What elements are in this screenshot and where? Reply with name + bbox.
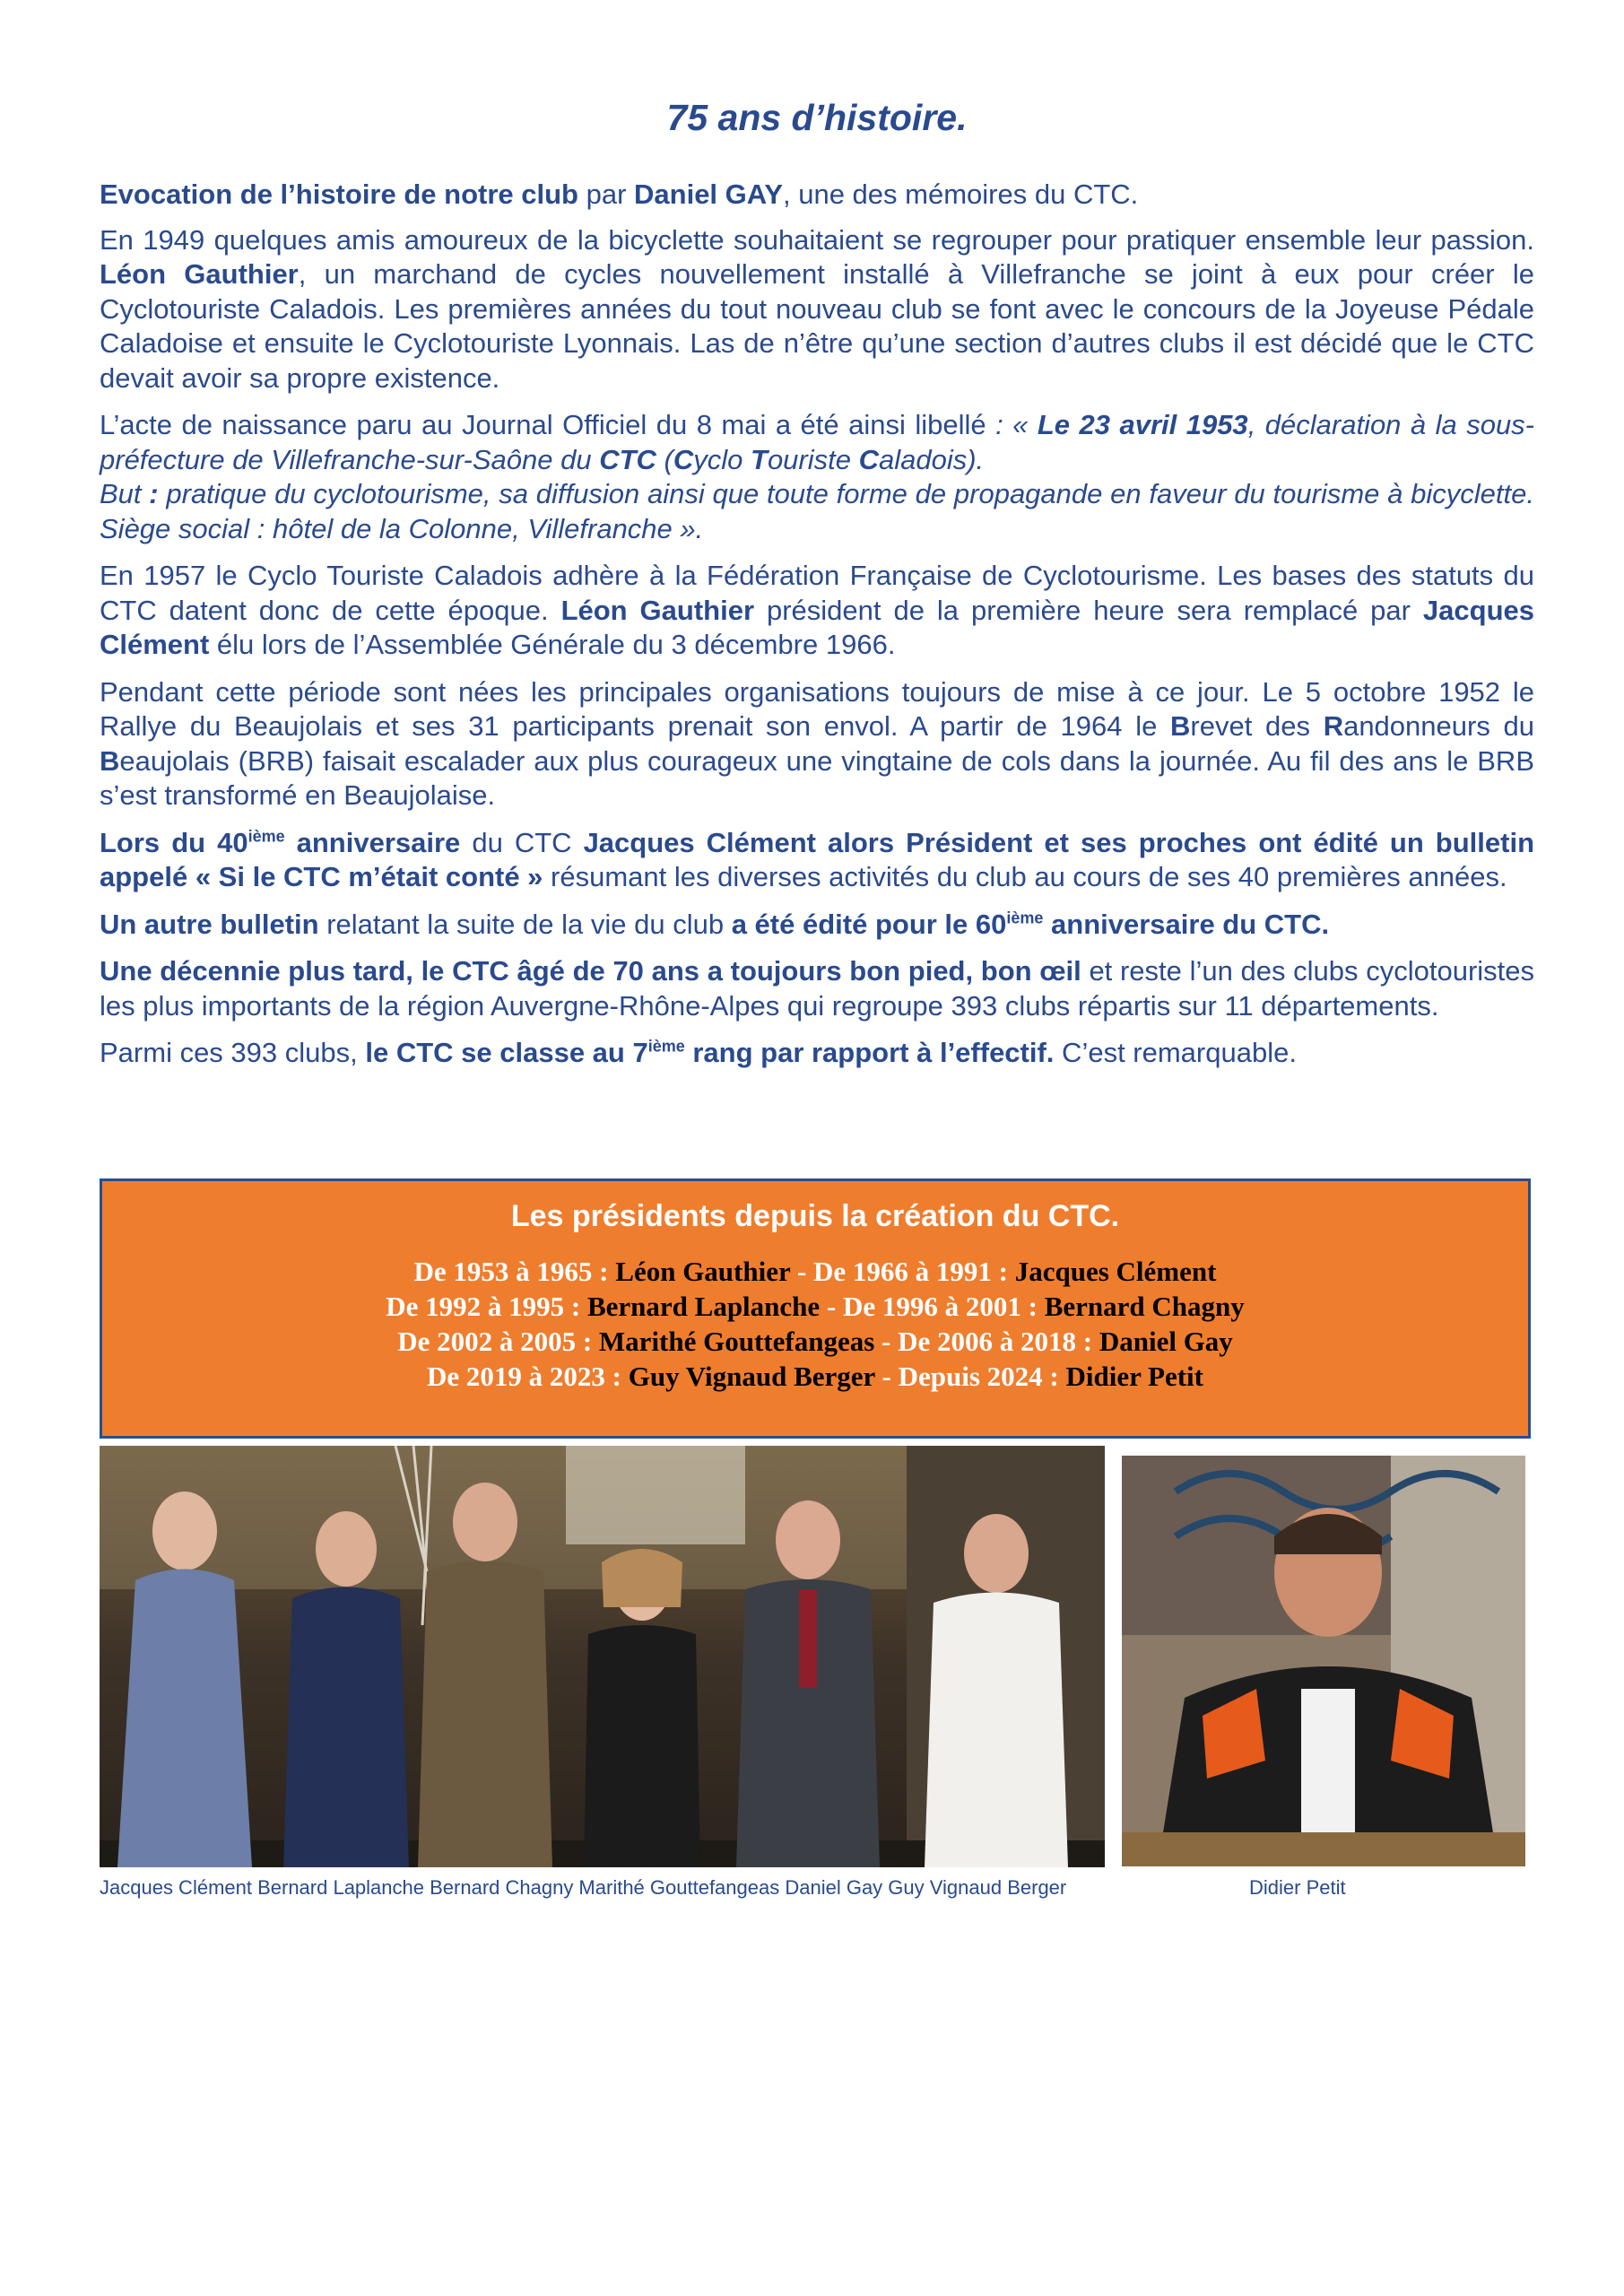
text-run: En 1949 quelques amis amoureux de la bicyclette souhaitaient se regrouper pour pratiquer ensemble leur passion. [100, 223, 1534, 256]
text-run: , une des mémoires du CTC. [783, 178, 1139, 210]
text-run: anniversaire du CTC. [1043, 908, 1330, 940]
paragraph [100, 826, 1534, 895]
paragraph [100, 559, 1534, 663]
text-run: Parmi ces 393 clubs, [100, 1037, 366, 1068]
text-run: R [1323, 710, 1344, 742]
group-photo [100, 1446, 1105, 1867]
text-run: ième [1006, 909, 1044, 927]
text-run: Evocation de l’histoire de notre club [100, 178, 578, 210]
text-run: ( [656, 443, 673, 475]
text-run: : « [986, 409, 1038, 440]
president-name: Léon Gauthier [615, 1256, 791, 1287]
term-dates: De 1992 à 1995 : [386, 1291, 587, 1322]
term-dates: - Depuis 2024 : [874, 1361, 1066, 1392]
text-run: C [673, 443, 694, 475]
term-dates: - De 1966 à 1991 : [790, 1256, 1015, 1287]
text-run: ième [248, 827, 285, 846]
portrait-photo [1122, 1456, 1525, 1866]
text-run: ième [647, 1037, 685, 1056]
text-run: revet des [1190, 710, 1324, 742]
president-line [102, 1289, 1528, 1324]
text-run: T [751, 443, 768, 475]
paragraph [100, 954, 1534, 1023]
paragraph [100, 908, 1534, 943]
text-run: yclo [693, 443, 751, 475]
president-name: Jacques Clément [1014, 1256, 1217, 1287]
text-run: B [100, 744, 120, 777]
presidents-box-title: Les présidents depuis la création du CTC. [510, 1199, 1120, 1233]
president-line [102, 1359, 1528, 1394]
text-run: C [858, 443, 879, 475]
term-dates: De 2019 à 2023 : [427, 1361, 629, 1392]
text-run: : [149, 478, 159, 509]
group-photo-caption: Jacques Clément Bernard Laplanche Bernard Chagny Marithé Gouttefangeas Daniel Gay Guy Vignaud Berger [100, 1876, 1067, 1899]
text-run: C’est remarquable. [1054, 1037, 1297, 1068]
president-line [102, 1324, 1528, 1359]
paragraph [100, 675, 1534, 813]
text-run: aladois). [879, 443, 985, 475]
president-name: Guy Vignaud Berger [628, 1361, 875, 1392]
text-run: andonneurs du [1343, 710, 1534, 742]
term-dates: - De 1996 à 2001 : [820, 1291, 1045, 1322]
text-run: rang par rapport à l’effectif. [684, 1037, 1055, 1068]
text-run: eaujolais (BRB) faisait escalader aux plus courageux une vingtaine de cols dans la journée. Au fil des ans le BRB s’est transformé en Beaujolaise. [100, 744, 1534, 811]
paragraph [100, 1036, 1534, 1071]
text-run: L’acte de naissance paru au Journal Officiel du 8 mai a été ainsi libellé [100, 409, 986, 440]
text-run: Léon Gauthier [100, 258, 299, 290]
presidents-box [100, 1178, 1531, 1439]
term-dates: De 2002 à 2005 : [397, 1326, 599, 1357]
text-run: , un marchand de cycles nouvellement installé à Villefranche se joint à eux pour créer le Cyclotouriste Caladois. Les premières années du tout nouveau club se font avec le concours de la Joyeuse Pédale Caladoise et ensuite le Cyclotouriste Lyonnais. Las de n’être qu’une section d’autres clubs il est décidé que le CTC devait avoir sa propre existence. [100, 258, 1534, 394]
text-run: En 1957 le Cyclo Touriste Caladois adhère à la Fédération Française de Cyclotourisme. Les bases des statuts du CTC datent donc de cette époque. [100, 560, 1534, 626]
president-name: Bernard Chagny [1044, 1291, 1245, 1322]
text-run: relatant la suite de la vie du club [318, 908, 732, 940]
text-run: pratique du cyclotourisme, sa diffusion ainsi que toute forme de propagande en faveur du tourisme à bicyclette. Siège social : hôtel de la Colonne, Villefranche ». [100, 478, 1534, 544]
president-name: Marithé Gouttefangeas [598, 1326, 875, 1357]
paragraph [100, 223, 1534, 396]
paragraph [100, 178, 1534, 213]
text-run: Daniel GAY [634, 178, 783, 210]
text-run: Léon Gauthier [560, 594, 755, 626]
text-run: anniversaire [284, 826, 461, 858]
text-run: Le 23 avril 1953 [1037, 409, 1248, 440]
text-run: ouriste [767, 443, 859, 475]
president-line [102, 1254, 1528, 1289]
president-name: Daniel Gay [1099, 1326, 1233, 1357]
text-run: Jacques Clément [100, 594, 1534, 660]
text-run: président de la première heure sera remplacé par [754, 594, 1423, 626]
text-run: Lors du 40 [100, 826, 248, 858]
term-dates: - De 2006 à 2018 : [874, 1326, 1099, 1357]
text-run: Une décennie plus tard, le CTC âgé de 70 ans a toujours bon pied, bon œil [100, 955, 1081, 987]
presidents-list [102, 1254, 1528, 1394]
president-name: Bernard Laplanche [586, 1291, 821, 1322]
text-run: B [1170, 710, 1191, 742]
text-run: a été édité pour le 60 [731, 908, 1007, 940]
paragraph [100, 408, 1534, 546]
text-run: et reste l’un des clubs cyclotouristes les plus importants de la région Auvergne-Rhône-Alpes qui regroupe 393 clubs répartis sur 11 départements. [100, 955, 1535, 1022]
text-run: le CTC se classe au 7 [365, 1037, 648, 1068]
text-run: But [100, 478, 150, 509]
article-body [100, 178, 1534, 1083]
page-title: 75 ans d’histoire. [666, 97, 968, 138]
text-run: du CTC [460, 826, 584, 858]
text-run: , déclaration à la sous-préfecture de Villefranche-sur-Saône du [100, 409, 1535, 475]
portrait-photo-caption: Didier Petit [1249, 1876, 1346, 1899]
text-run: Pendant cette période sont nées les principales organisations toujours de mise à ce jour. Le 5 octobre 1952 le Rallye du Beaujolais et ses 31 participants prenait son envol. A partir de 1964 le [100, 675, 1534, 742]
text-run: Un autre bulletin [100, 908, 319, 940]
text-run: par [578, 178, 635, 210]
term-dates: De 1953 à 1965 : [413, 1256, 616, 1287]
text-run: résumant les diverses activités du club au cours de ses 40 premières années. [543, 861, 1507, 892]
text-run: élu lors de l’Assemblée Générale du 3 décembre 1966. [209, 629, 896, 660]
text-run: Jacques Clément alors Président et ses proches ont édité un bulletin appelé « Si le CTC m’était conté » [100, 826, 1535, 892]
president-name: Didier Petit [1065, 1361, 1203, 1392]
text-run: CTC [599, 443, 656, 475]
